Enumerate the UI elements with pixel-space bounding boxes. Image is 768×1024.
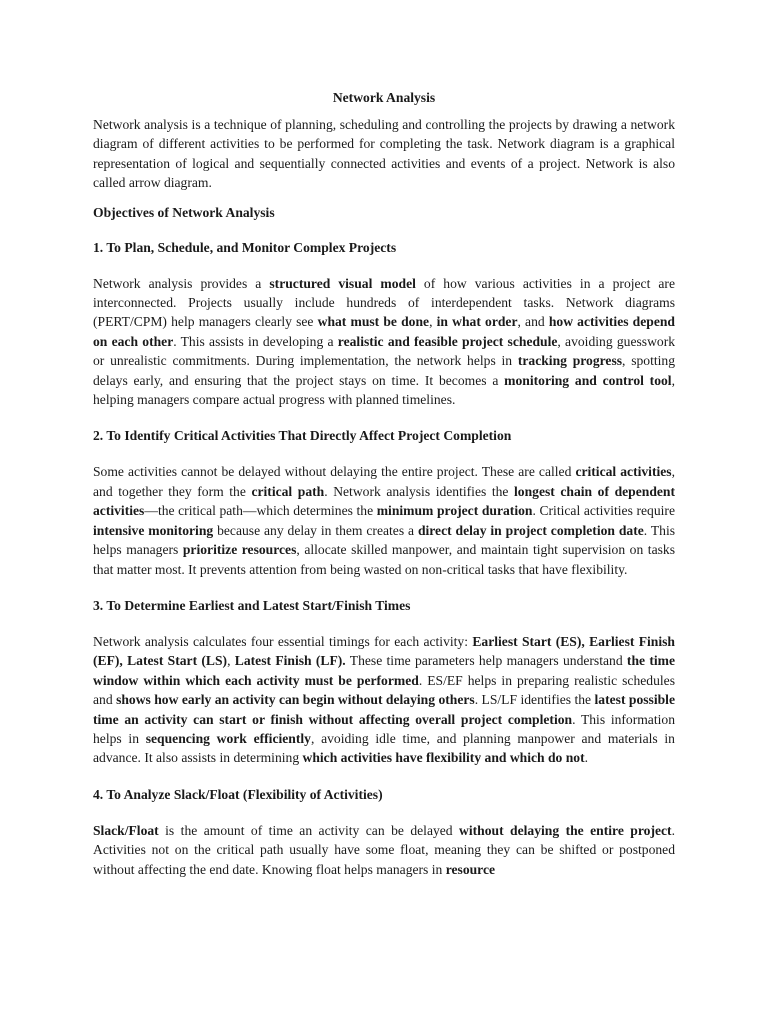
bold-text: realistic and feasible project schedule — [337, 333, 558, 349]
section-paragraph — [93, 632, 675, 768]
section-paragraph — [93, 462, 675, 578]
section-paragraph — [93, 821, 675, 879]
text-run: . Network analysis identifies the — [324, 483, 515, 499]
text-run: . This helps managers — [93, 522, 676, 558]
bold-text: direct delay in project completion date — [417, 522, 644, 538]
text-run: , helping managers compare actual progress with planned timelines. — [93, 372, 675, 408]
section-4 — [93, 785, 675, 879]
bold-text: critical activities — [575, 464, 672, 480]
bold-text: sequencing work efficiently — [145, 730, 311, 746]
text-run: , — [429, 314, 437, 330]
bold-text: shows how early an activity can begin without delaying others — [116, 692, 475, 708]
bold-text: Slack/Float — [93, 822, 159, 838]
bold-text: prioritize resources — [182, 542, 297, 558]
text-run: . — [584, 750, 589, 766]
text-run: , and — [517, 314, 549, 330]
document-title: Network Analysis — [332, 90, 436, 105]
section-heading: 3. To Determine Earliest and Latest Start/Finish Times — [93, 597, 411, 613]
text-run: . This assists in developing a — [173, 333, 338, 349]
text-run: . LS/LF identifies the — [474, 692, 595, 708]
text-run: of how various activities in a project are interconnected. Projects usually include hundreds of interdependent tasks. Network diagrams (PERT/CPM) help managers clearly see — [93, 275, 675, 330]
text-run: , and together they form the — [93, 464, 675, 499]
section-2 — [93, 426, 675, 578]
section-heading: 4. To Analyze Slack/Float (Flexibility of Activities) — [93, 786, 383, 802]
bold-text: latest possible time an activity can start or finish without affecting overall project completion — [93, 692, 675, 727]
bold-text: Latest Finish (LF). — [234, 653, 346, 669]
objectives-heading: Objectives of Network Analysis — [93, 204, 275, 220]
bold-text: longest chain of dependent activities — [93, 483, 675, 519]
bold-text: how activities depend on each other — [93, 314, 675, 349]
bold-text: structured visual model — [269, 275, 416, 291]
text-run: , spotting delays early, and ensuring that the project stays on time. It becomes a — [93, 353, 676, 388]
bold-text: which activities have flexibility and which do not — [302, 750, 585, 766]
text-run: is the amount of time an activity can be delayed — [158, 822, 460, 838]
bold-text: tracking progress — [517, 353, 623, 369]
section-1 — [93, 238, 675, 410]
text-run: , — [227, 653, 235, 669]
text-run: Network analysis provides a — [93, 275, 270, 291]
section-paragraph — [93, 274, 675, 410]
text-run: . Activities not on the critical path usually have some float, meaning they can be shifted or postponed without affecting the end date. Knowing float helps managers in — [93, 822, 675, 877]
text-run: These time parameters help managers understand — [345, 653, 627, 669]
text-run: —the critical path—which determines the — [144, 503, 377, 519]
section-heading: 1. To Plan, Schedule, and Monitor Complex Projects — [93, 239, 397, 255]
bold-text: minimum project duration — [376, 503, 533, 519]
text-run: , allocate skilled manpower, and maintain tight supervision on tasks that matter most. It prevents attention from being wasted on non-critical tasks that have flexibility. — [93, 542, 675, 577]
text-run: . This information helps in — [93, 711, 675, 746]
text-run: . Critical activities require — [532, 503, 675, 519]
bold-text: critical path — [251, 483, 325, 499]
text-run: Network analysis calculates four essential timings for each activity: — [93, 633, 473, 649]
bold-text: what must be done — [317, 314, 430, 330]
bold-text: without delaying the entire project — [459, 822, 672, 838]
bold-text: Earliest Start (ES), Earliest Finish (EF), Latest Start (LS) — [93, 633, 675, 669]
bold-text: in what order — [436, 314, 518, 330]
text-run: Some activities cannot be delayed without delaying the entire project. These are called — [93, 464, 576, 480]
text-run: , avoiding idle time, and planning manpower and materials in advance. It also assists in determining — [93, 730, 675, 766]
text-run: , avoiding guesswork or unrealistic commitments. During implementation, the network helps in — [93, 333, 676, 369]
section-heading: 2. To Identify Critical Activities That Directly Affect Project Completion — [93, 428, 512, 444]
intro-paragraph: Network analysis is a technique of planning, scheduling and controlling the projects by drawing a network diagram of different activities to be performed for completing the task. Network diagram is a graphical representation of logical and sequentially connected activities and events of a project. Network is also called arrow diagram. — [93, 117, 675, 191]
bold-text: resource — [445, 861, 496, 877]
section-3 — [93, 596, 675, 768]
text-run: . ES/EF helps in preparing realistic schedules and — [93, 672, 675, 708]
bold-text: monitoring and control tool — [504, 372, 672, 388]
text-run: because any delay in them creates a — [213, 522, 418, 538]
bold-text: intensive monitoring — [93, 522, 214, 538]
bold-text: the time window within which each activity must be performed — [93, 653, 675, 688]
